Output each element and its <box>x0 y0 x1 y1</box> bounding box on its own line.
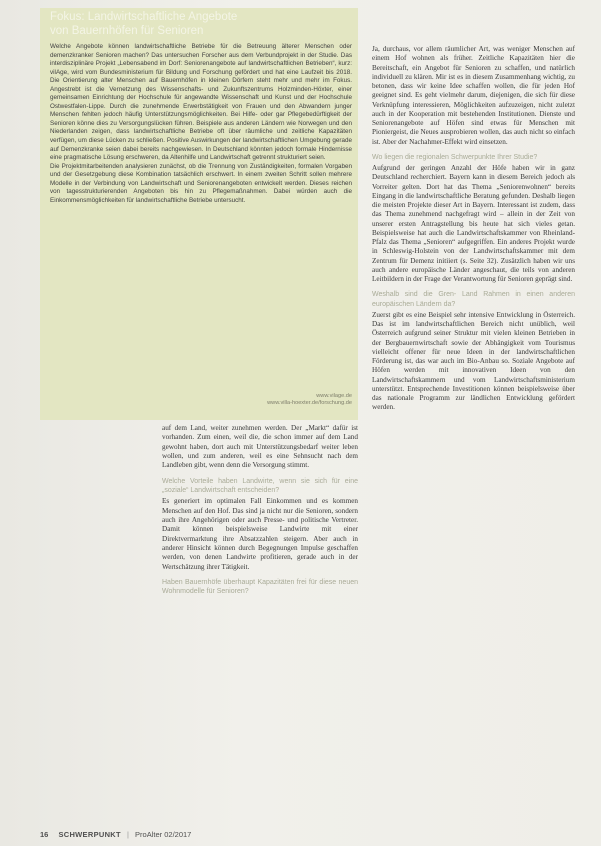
page-footer <box>40 830 191 839</box>
link-vilage[interactable]: www.vilage.de <box>316 393 352 399</box>
info-box-paragraph: Die Projektmitarbeitenden analysieren zunächst, ob die Trennung von Zuständigkeiten, formalen Vorgaben und der Gesetzgebung diese Kombination tatsächlich erschwert. In einem zweiten Schritt sollen mehrere Modelle in der Verbindung von Landwirtschaft und Seniorenangeboten entwickelt werden. Dieses reichen von tagesstrukturierenden Angeboten bis hin zu Pflegemaßnahmen. Dabei würden auch die Einkommensmöglichkeiten für landwirtschaftliche Betriebe untersucht. <box>50 162 352 204</box>
paragraph: Ja, durchaus, vor allem räumlicher Art, was weniger Menschen auf einem Hof wohnen als früher. Zeitliche Kapazitäten hier die Bereitschaft, ein Angebot für Senioren zu schaffen, und natürlich individuell zu klären. Mir ist es in diesem Zusammenhang wichtig, zu betonen, dass wir keine Idee schaffen wollen, die für jeden Hof geeignet sind. Es geht vielmehr darum, diejenigen, die sich für diese Verknüpfung interessieren, Möglichkeiten aufzuzeigen, nicht zuletzt auch in der Kooperation mit bestehenden Institutionen. Dienste und Seniorenangebote auf Höfen sind etwas für Menschen mit Pioniergeist, die Neues ausprobieren wollen, das auch nicht so einfach ist. Aber der Nachahmer-Effekt wird einsetzen. <box>372 45 575 146</box>
paragraph: Aufgrund der geringen Anzahl der Höfe haben wir in ganz Deutschland recherchiert. Bayern kann in diesem Bereich jedoch als Vorreiter gelten. Dort hat das Thema „Seniorenwohnen“ bereits Eingang in die landwirtschaftliche Beratung gefunden. Deshalb liegen die meisten Projekte dieser Art in Bayern. Interessant ist zudem, dass das Thema zunehmend nachgefragt wird – allein in der Zeit von unserer ersten Antragstellung bis heute hat sich vieles getan. Beispielsweise hat auch die Landwirtschaftskammer von Rheinland-Pfalz das Thema „Senioren“ aufgegriffen. Ein anderes Projekt wurde in Schleswig-Holstein von der Landwirtschaftskammer mit dem Zentrum für Demenz initiiert (s. Seite 32). Zusätzlich haben wir uns auch andere europäische Länder angeschaut, die teils von anderen Leitbildern in der Frage der Verantwortung für Senioren geprägt sind. <box>372 164 575 284</box>
interview-question: Wo liegen die regionalen Schwerpunkte Ihrer Studie? <box>372 153 538 161</box>
interview-question: Welche Vorteile haben Landwirte, wenn sie sich für eine „soziale“ Landwirtschaft entscheiden? <box>162 477 358 495</box>
info-box-body <box>50 43 352 205</box>
article-column-middle <box>162 424 358 599</box>
page-number: 16 <box>40 830 49 839</box>
interview-question: Weshalb sind die Gren- Land Rahmen in einen anderen europäischen Ländern da? <box>372 291 575 308</box>
article-column-right <box>372 45 575 413</box>
info-box-title-line-2: von Bauernhöfen für Senioren <box>50 25 204 37</box>
paragraph: Zuerst gibt es eine Beispiel sehr intensive Entwicklung in Österreich. Das ist im landwirtschaftlichen Bereich nicht unüblich, weil Österreich aufgrund seiner Struktur mit vielen kleinen Betrieben in der Bergbauernwirtschaft sowie der Abhängigkeit vom Tourismus vielleicht offener für neue Ideen in der landwirtschaftlichen Förderung ist, das war auch im Bio-Anbau so. Soziale Angebote auf Höfen werden mit innovativen Ideen von den Landwirtschaftskammern und vom Landwirtschaftsministerium unterstützt. Entsprechende Investitionen können beispielsweise über das nationale Programm zur ländlichen Entwicklung gefördert werden. <box>372 310 575 412</box>
info-box-title-line-1: Fokus: Landwirtschaftliche Angebote <box>50 11 238 23</box>
section-name: SCHWERPUNKT <box>58 830 121 839</box>
issue-label: ProAlter 02/2017 <box>135 830 192 839</box>
footer-separator: | <box>127 830 129 839</box>
info-box-paragraph: Welche Angebote können landwirtschaftliche Betriebe für die Betreuung älterer Menschen oder demenzkranker Senioren machen? Das untersuchen Forscher aus dem Verbundprojekt in der Studie. Das interdisziplinäre Projekt „Lebensabend im Dorf: Seniorenangebote auf landwirtschaftlichen Betrieben“, kurz: vilAge, wird vom Bundesministerium für Bildung und Forschung gefördert und hat eine Laufzeit bis 2018. Die Orientierung alter Menschen auf Bauernhöfen in kleinen Dörfern steht mehr und mehr im Fokus. Angestrebt ist die Vernetzung des Wissenschafts- und Zukunftszentrums Holzminden-Höxter, einer gemeinsamen Einrichtung der Hochschule für angewandte Wissenschaft und Kunst und der Hochschule Ostwestfalen-Lippe. Durch die zunehmende Erwerbstätigkeit von Frauen und den Abwandern junger Menschen fehlten jedoch häufig Unterstützungsmöglichkeiten. Bei Hilfe- oder gar Pflegebedürftigkeit der Senioren könne dies zu Versorgungslücken führen. Beispiele aus anderen Ländern wie Norwegen und den Niederlanden zeigen, dass landwirtschaftliche Betriebe oft über räumliche und zeitliche Kapazitäten verfügen, um diese Lücken zu schließen. Positive Auswirkungen der landwirtschaftlichen Umgebung gerade auf Demenzkranke seien dabei bereits nachgewiesen. In Deutschland könnten jedoch formale Hindernisse eine pragmatische Lösung erschweren, da Altenhilfe und Landwirtschaft getrennt strukturiert seien. <box>50 43 352 162</box>
paragraph: auf dem Land, weiter zunehmen werden. Der „Markt“ dafür ist vorhanden. Zum einen, weil die, die schon immer auf dem Land gewohnt haben, dort auch mit Unterstützungsbedarf weiter leben wollen, und zum anderen, weil es eine Sehnsucht nach dem Landleben gibt, wenn denn die Versorgung stimmt. <box>162 424 358 470</box>
paragraph: Es generiert im optimalen Fall Einkommen und es kommen Menschen auf den Hof. Das sind ja nicht nur die Senioren, sondern auch ihre Angehörigen oder auch Presse- und politische Vertreter. Damit können beispielsweise Landwirte mit einer Direktvermarktung ihre Absatzzahlen steigern. Aber auch in anderer Hinsicht können durch Begegnungen Impulse geschaffen werden, von denen Landwirte profitieren, gerade auch in der Wertschätzung ihrer Tätigkeit. <box>162 497 358 571</box>
info-box-title <box>50 10 330 38</box>
link-project-site[interactable]: www.villa-hoexter.de/forschung.de <box>267 400 352 406</box>
info-box-links <box>200 393 352 407</box>
interview-question: Haben Bauernhöfe überhaupt Kapazitäten frei für diese neuen Wohnmodelle für Senioren? <box>162 579 358 596</box>
